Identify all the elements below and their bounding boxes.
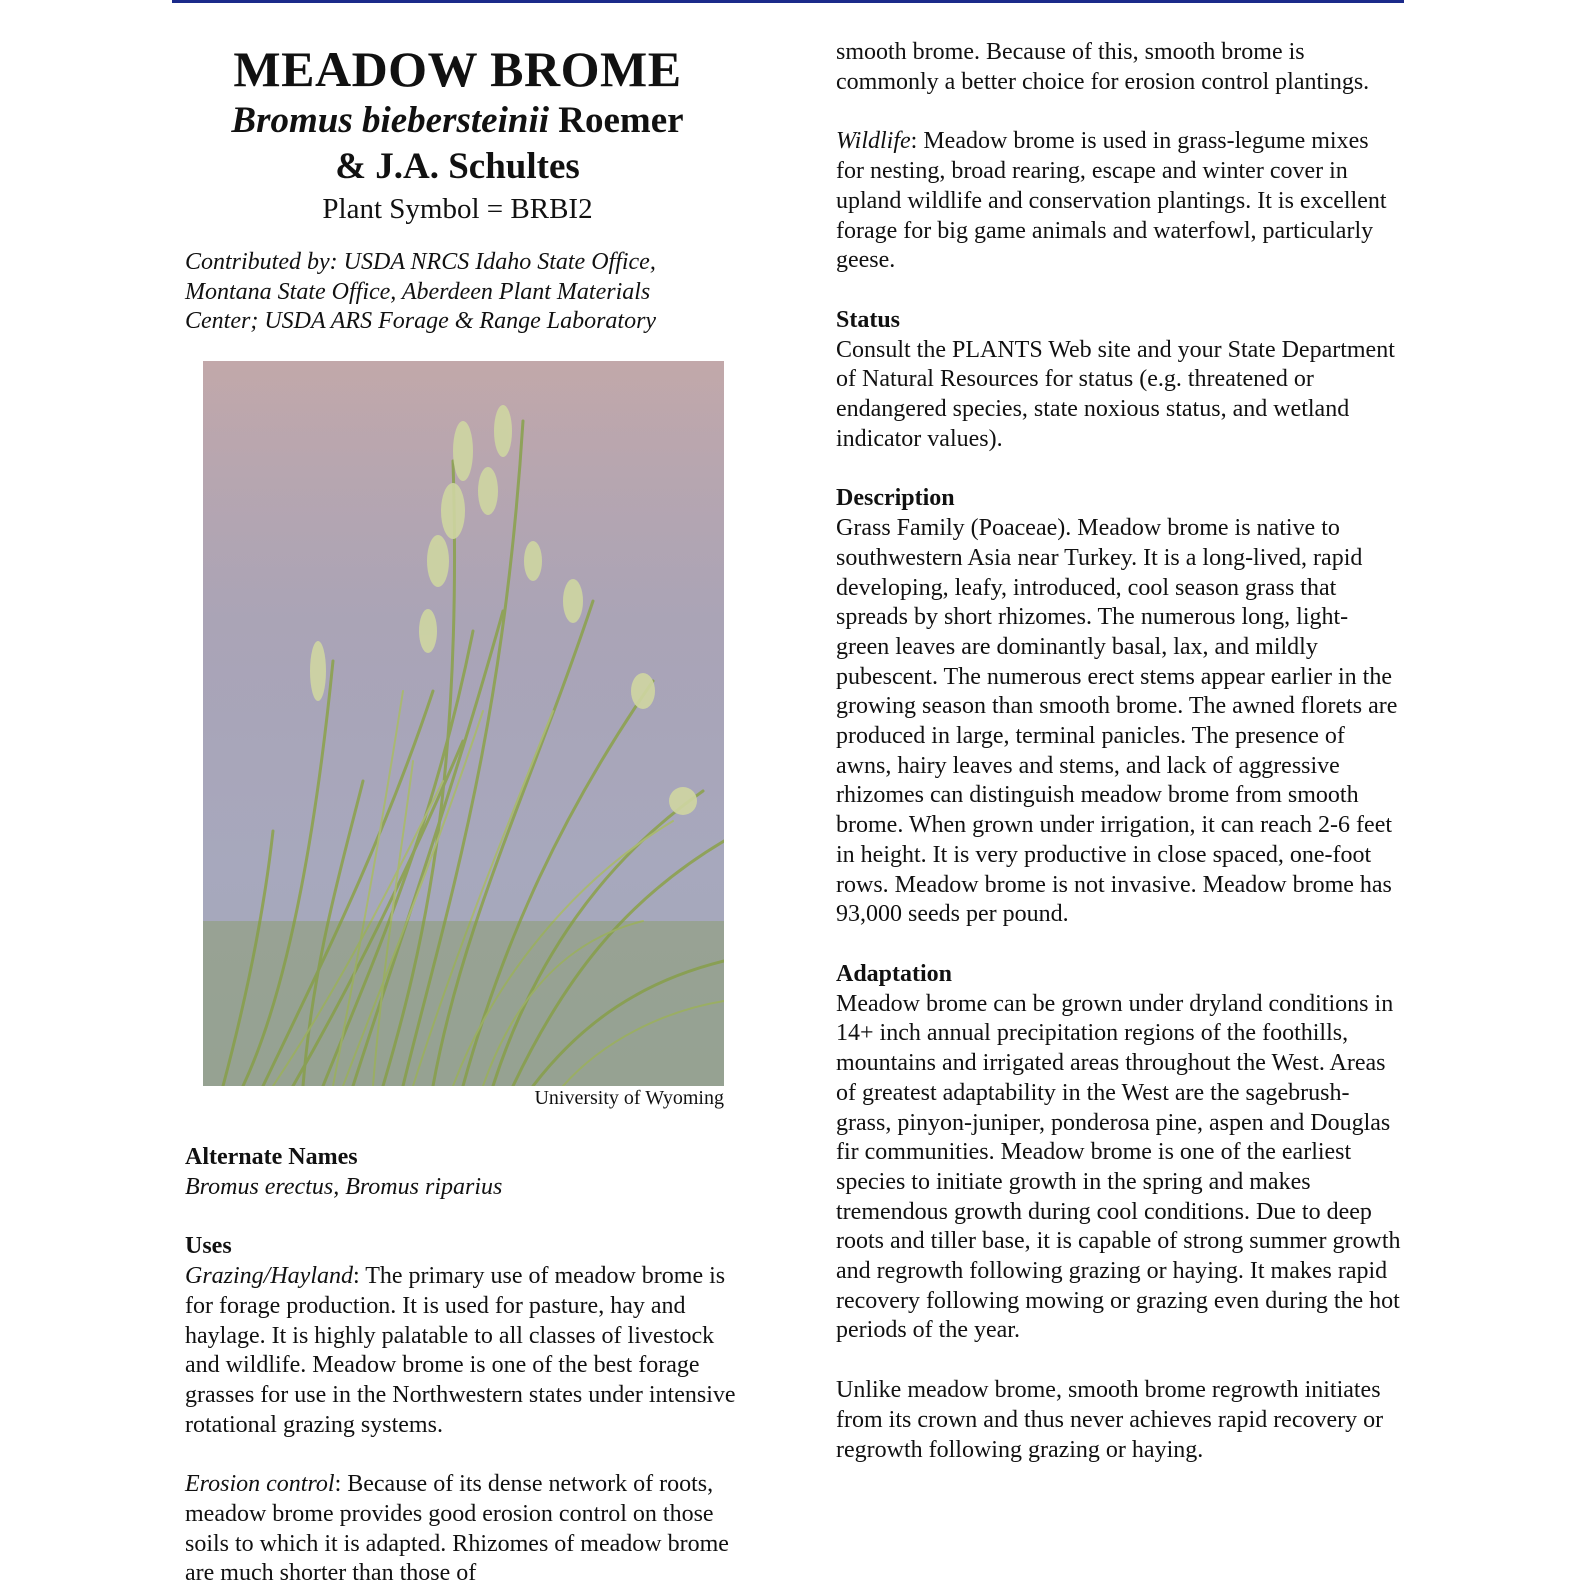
author-part-1: Roemer	[549, 100, 684, 141]
status-text: Consult the PLANTS Web site and your State Department of Natural Resources for status (e.g. threatened or endangered species, state noxious status, and wetland indicator values).	[836, 336, 1395, 452]
right-column	[836, 38, 1401, 1465]
description-heading: Description	[836, 485, 955, 512]
left-text	[185, 1143, 745, 1589]
erosion-label: Erosion control	[185, 1471, 335, 1498]
page-title: MEADOW BROME	[233, 41, 682, 97]
author-part-2: & J.A. Schultes	[335, 146, 580, 187]
alt-names-heading: Alternate Names	[185, 1144, 358, 1170]
grazing-paragraph	[185, 1262, 745, 1440]
erosion-continued: smooth brome. Because of this, smooth brome is commonly a better choice for erosion control plantings.	[836, 39, 1370, 95]
plant-symbol: Plant Symbol = BRBI2	[322, 193, 593, 225]
contrib-line-3: Center; USDA ARS Forage & Range Laboratory	[185, 308, 657, 335]
erosion-paragraph	[185, 1470, 745, 1589]
contributors	[185, 248, 745, 337]
left-column	[185, 40, 745, 1587]
scientific-name	[185, 98, 730, 144]
grazing-text: : The primary use of meadow brome is for forage production. It is used for pasture, hay and haylage. It is highly palatable to all classes of livestock and wildlife. Meadow brome is one of the best forage grasses for use in the Northwestern states under intensive rotational grazing systems.	[185, 1263, 736, 1438]
genus-species: Bromus biebersteinii	[231, 100, 550, 141]
erosion-text: : Because of its dense network of roots, meadow brome provides good erosion control on those soils to which it is adapted. Rhizomes of meadow brome are much shorter than those of	[185, 1471, 729, 1587]
description-text: Grass Family (Poaceae). Meadow brome is native to southwestern Asia near Turkey. It is a long-lived, rapid developing, leafy, introduced, cool season grass that spreads by short rhizomes. The numerous long, light-green leaves are dominantly basal, lax, and mildly pubescent. The numerous erect stems appear earlier in the growing season than smooth brome. The awned florets are produced in large, terminal panicles. The presence of awns, hairy leaves and stems, and lack of aggressive rhizomes can distinguish meadow brome from smooth brome. When grown under irrigation, it can reach 2-6 feet in height. It is very productive in close spaced, one-foot rows. Meadow brome is not invasive. Meadow brome has 93,000 seeds per pound.	[836, 515, 1398, 928]
grazing-label: Grazing/Hayland	[185, 1263, 353, 1290]
title-block	[185, 40, 730, 228]
photo-credit: University of Wyoming	[534, 1087, 724, 1109]
status-heading: Status	[836, 306, 901, 333]
wildlife-paragraph	[836, 127, 1401, 276]
contrib-line-2: Montana State Office, Aberdeen Plant Materials	[185, 278, 651, 305]
wildlife-label: Wildlife	[836, 128, 911, 155]
alt-names: Bromus erectus, Bromus riparius	[185, 1173, 503, 1200]
unlike-paragraph: Unlike meadow brome, smooth brome regrowth initiates from its crown and thus never achieves rapid recovery or regrowth following grazing or haying.	[836, 1377, 1384, 1463]
adaptation-heading: Adaptation	[836, 960, 953, 987]
contrib-line-1: Contributed by: USDA NRCS Idaho State Office,	[185, 249, 656, 275]
uses-heading: Uses	[185, 1233, 232, 1260]
grass-illustration	[203, 361, 724, 1086]
top-rule	[172, 0, 1404, 3]
adaptation-text: Meadow brome can be grown under dryland conditions in 14+ inch annual precipitation regions of the foothills, mountains and irrigated areas throughout the West. Areas of greatest adaptability in the West are the sagebrush-grass, pinyon-juniper, ponderosa pine, aspen and Douglas fir communities. Meadow brome is one of the earliest species to initiate growth in the spring and makes tremendous growth during cool conditions. Due to deep roots and tiller base, it is capable of strong summer growth and regrowth following grazing or haying. It makes rapid recovery following mowing or grazing even during the hot periods of the year.	[836, 990, 1401, 1344]
plant-photo	[203, 361, 724, 1086]
wildlife-text: : Meadow brome is used in grass-legume mixes for nesting, broad rearing, escape and winter cover in upland wildlife and conservation plantings. It is excellent forage for big game animals and waterfowl, particularly geese.	[836, 128, 1387, 274]
